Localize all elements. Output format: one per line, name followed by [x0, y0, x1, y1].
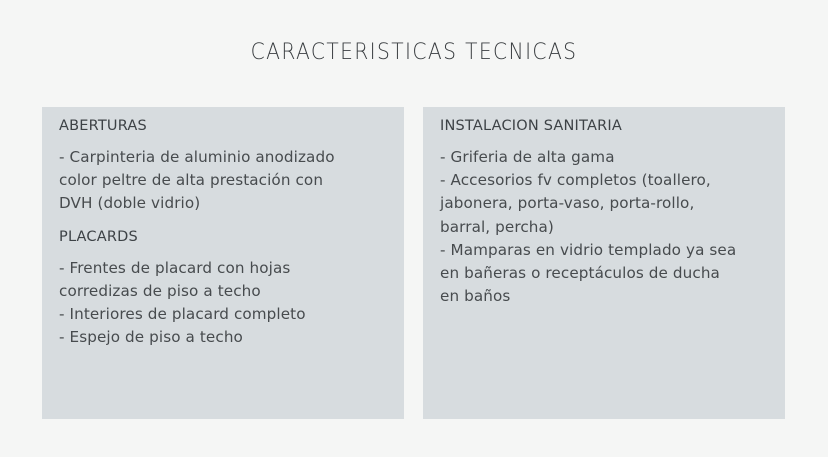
text-line: - Frentes de placard con hojas — [59, 258, 291, 277]
section-heading-aberturas: ABERTURAS — [59, 118, 147, 134]
text-line: - Griferia de alta gama — [440, 148, 615, 166]
section-body-placards — [59, 257, 390, 350]
text-line: - Carpinteria de aluminio anodizado — [59, 148, 335, 166]
text-line: - Mamparas en vidrio templado ya sea — [440, 240, 737, 259]
text-line: barral, percha) — [440, 217, 554, 236]
text-line: en bañeras o receptáculos de ducha — [440, 264, 720, 283]
section-heading-placards: PLACARDS — [59, 228, 138, 245]
text-line: DVH (doble vidrio) — [59, 194, 201, 213]
page-title: CARACTERISTICAS TECNICAS — [250, 40, 578, 65]
section-body-aberturas — [59, 146, 390, 216]
text-line: - Accesorios fv completos (toallero, — [440, 171, 711, 190]
section-body-instalacion-sanitaria — [440, 146, 771, 308]
text-line: color peltre de alta prestación con — [59, 171, 324, 190]
text-line: corredizas de piso a techo — [59, 281, 261, 300]
text-line: - Espejo de piso a techo — [59, 328, 243, 347]
section-heading-instalacion-sanitaria: INSTALACION SANITARIA — [440, 118, 622, 134]
text-line: - Interiores de placard completo — [59, 305, 306, 324]
text-line: en baños — [440, 287, 511, 306]
aberturas-placards-panel — [42, 107, 404, 419]
text-line: jabonera, porta-vaso, porta-rollo, — [440, 194, 695, 213]
instalacion-sanitaria-panel — [423, 107, 785, 419]
